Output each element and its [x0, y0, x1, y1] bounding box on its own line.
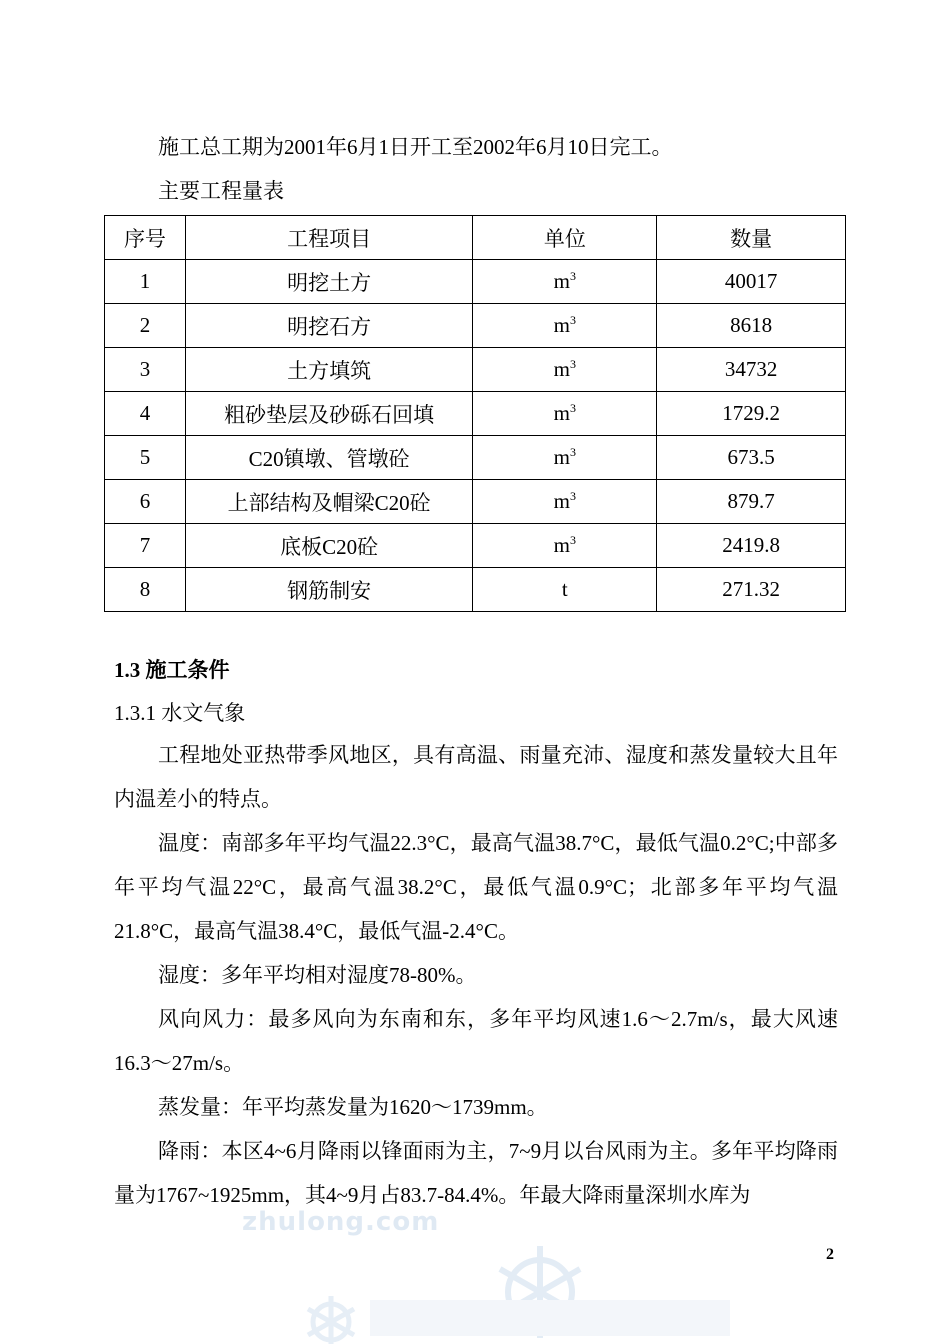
table-title: 主要工程量表 — [158, 179, 284, 203]
cell-no: 4 — [105, 392, 186, 436]
cell-item: 明挖土方 — [185, 260, 473, 304]
unit-text: m — [553, 357, 570, 381]
temperature-paragraph: 温度：南部多年平均气温22.3°C，最高气温38.7°C，最低气温0.2°C;中部多年平均气温22°C，最高气温38.2°C，最低气温0.9°C；北部多年平均气温21.8°C，最高气温38.4°C，最低气温-2.4°C。 — [114, 831, 838, 943]
header-qty: 数量 — [657, 216, 846, 260]
table-row — [105, 436, 846, 480]
cell-unit — [473, 568, 657, 612]
unit-text: m — [553, 489, 570, 513]
cell-no: 8 — [105, 568, 186, 612]
table-row — [105, 260, 846, 304]
wind-paragraph: 风向风力：最多风向为东南和东，多年平均风速1.6～2.7m/s，最大风速16.3～27m/s。 — [114, 1007, 838, 1075]
subsection-heading: 1.3.1 水文气象 — [114, 701, 246, 725]
header-item: 工程项目 — [185, 216, 473, 260]
table-row — [105, 524, 846, 568]
cell-item: C20镇墩、管墩砼 — [185, 436, 473, 480]
evaporation-paragraph: 蒸发量：年平均蒸发量为1620～1739mm。 — [158, 1095, 548, 1119]
unit-exponent: 3 — [570, 401, 576, 415]
unit-text: m — [553, 533, 570, 557]
cell-qty: 271.32 — [657, 568, 846, 612]
humidity-paragraph: 湿度：多年平均相对湿度78-80%。 — [158, 963, 477, 987]
climate-intro: 工程地处亚热带季风地区，具有高温、雨量充沛、湿度和蒸发量较大且年内温差小的特点。 — [114, 743, 838, 811]
cell-item: 粗砂垫层及砂砾石回填 — [185, 392, 473, 436]
quantity-table — [104, 215, 846, 612]
table-row — [105, 568, 846, 612]
unit-exponent: 3 — [570, 445, 576, 459]
unit-exponent: 3 — [570, 313, 576, 327]
unit-text: m — [553, 313, 570, 337]
cell-qty: 8618 — [657, 304, 846, 348]
unit-exponent: 3 — [570, 533, 576, 547]
unit-text: m — [553, 401, 570, 425]
header-unit: 单位 — [473, 216, 657, 260]
unit-exponent: 3 — [570, 357, 576, 371]
cell-unit — [473, 304, 657, 348]
cell-unit — [473, 348, 657, 392]
cell-qty: 879.7 — [657, 480, 846, 524]
unit-text: m — [553, 269, 570, 293]
section-heading: 1.3 施工条件 — [114, 658, 230, 682]
unit-text: m — [553, 445, 570, 469]
cell-item: 上部结构及帽梁C20砼 — [185, 480, 473, 524]
watermark-snowflake-small-icon — [296, 1292, 366, 1344]
rainfall-paragraph: 降雨：本区4~6月降雨以锋面雨为主，7~9月以台风雨为主。多年平均降雨量为1767~1925mm，其4~9月占83.7-84.4%。年最大降雨量深圳水库为 — [114, 1139, 838, 1207]
cell-unit — [473, 480, 657, 524]
cell-no: 2 — [105, 304, 186, 348]
watermark-text: zhulong.com — [242, 1207, 440, 1237]
header-no: 序号 — [105, 216, 186, 260]
cell-qty: 2419.8 — [657, 524, 846, 568]
cell-item: 底板C20砼 — [185, 524, 473, 568]
watermark-band — [370, 1300, 730, 1336]
cell-qty: 40017 — [657, 260, 846, 304]
unit-exponent: 3 — [570, 489, 576, 503]
cell-qty: 1729.2 — [657, 392, 846, 436]
cell-item: 明挖石方 — [185, 304, 473, 348]
cell-unit — [473, 392, 657, 436]
table-row — [105, 348, 846, 392]
table-row — [105, 480, 846, 524]
cell-no: 1 — [105, 260, 186, 304]
table-header-row — [105, 216, 846, 260]
cell-unit — [473, 260, 657, 304]
page-number: 2 — [826, 1246, 834, 1263]
table-row — [105, 304, 846, 348]
cell-unit — [473, 436, 657, 480]
cell-no: 3 — [105, 348, 186, 392]
unit-text: t — [561, 577, 568, 601]
cell-no: 6 — [105, 480, 186, 524]
cell-item: 钢筋制安 — [185, 568, 473, 612]
cell-qty: 34732 — [657, 348, 846, 392]
table-row — [105, 392, 846, 436]
schedule-text: 施工总工期为2001年6月1日开工至2002年6月10日完工。 — [158, 135, 673, 159]
unit-exponent: 3 — [570, 269, 576, 283]
cell-item: 土方填筑 — [185, 348, 473, 392]
cell-qty: 673.5 — [657, 436, 846, 480]
cell-no: 5 — [105, 436, 186, 480]
cell-no: 7 — [105, 524, 186, 568]
cell-unit — [473, 524, 657, 568]
